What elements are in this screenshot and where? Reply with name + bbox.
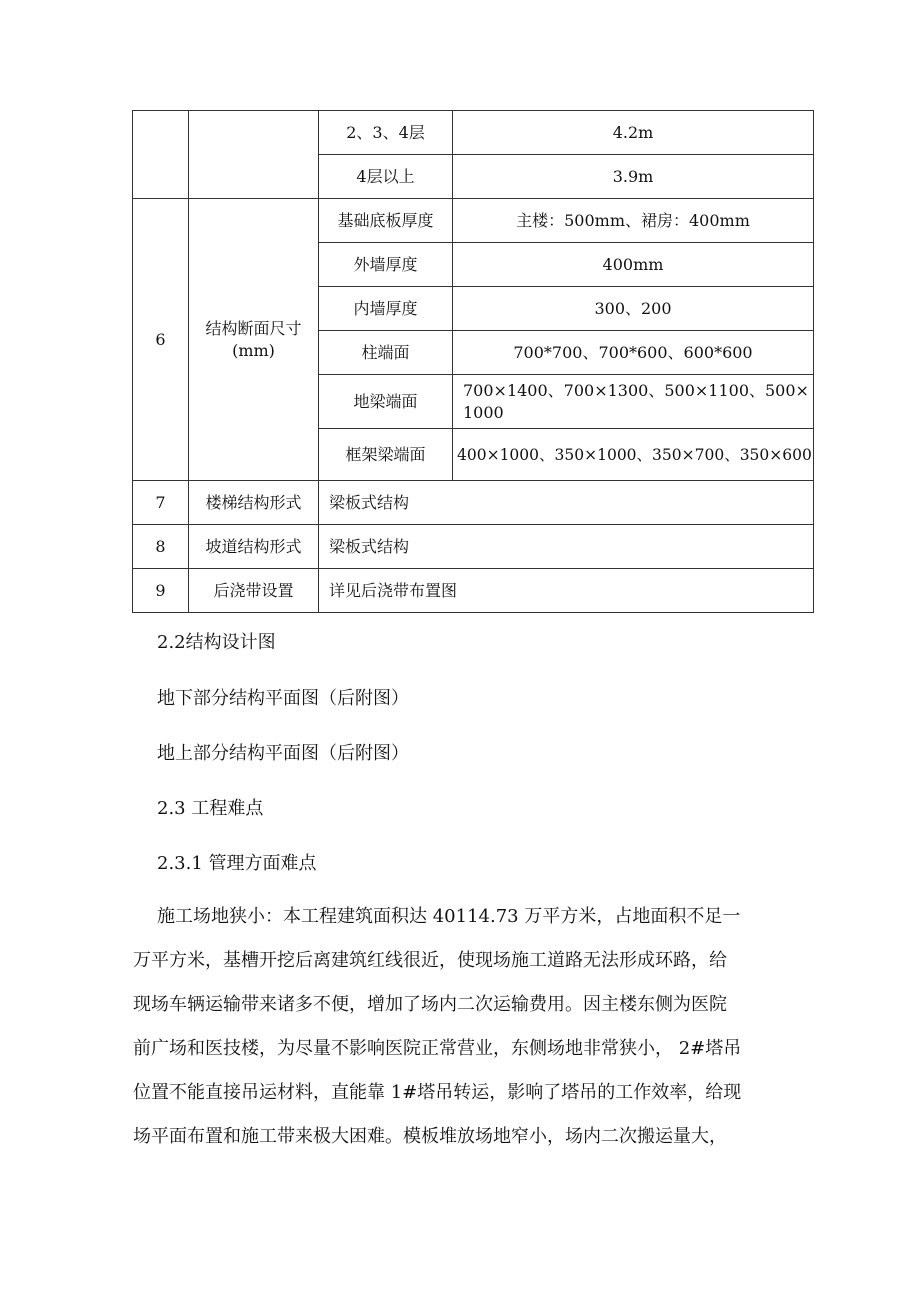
cell-value-line1: 700×1400、700×1300、500×1100、500× [463, 380, 809, 400]
section-heading-2-3: 2.3 工程难点 [157, 798, 264, 819]
cell-name-line2: (mm) [232, 340, 275, 360]
cell-no: 7 [133, 481, 189, 525]
cell-value: 4.2m [453, 111, 814, 155]
aboveground-plan-note: 地上部分结构平面图（后附图） [157, 743, 409, 764]
cell-value: 详见后浇带布置图 [319, 569, 814, 613]
cell-no: 9 [133, 569, 189, 613]
cell-value: 400×1000、350×1000、350×700、350×600 [453, 429, 814, 481]
structure-spec-table [132, 110, 814, 613]
paragraph-line: 万平方米，基槽开挖后离建筑红线很近，使现场施工道路无法形成环路，给 [133, 950, 727, 971]
paragraph-line: 现场车辆运输带来诸多不便，增加了场内二次运输费用。因主楼东侧为医院 [133, 994, 727, 1015]
table-row [133, 111, 814, 155]
cell-value: 梁板式结构 [319, 525, 814, 569]
cell-value: 300、200 [453, 287, 814, 331]
cell-name [189, 199, 319, 481]
cell-no: 6 [133, 199, 189, 481]
section-heading-2-3-1: 2.3.1 管理方面难点 [157, 853, 317, 874]
paragraph-line: 前广场和医技楼，为尽量不影响医院正常营业，东侧场地非常狭小， 2#塔吊 [133, 1038, 742, 1059]
cell-no-empty [133, 111, 189, 199]
section-heading-2-2: 2.2结构设计图 [157, 632, 276, 653]
table-row [133, 525, 814, 569]
table-row [133, 199, 814, 243]
cell-item: 地梁端面 [319, 375, 453, 429]
cell-name: 坡道结构形式 [189, 525, 319, 569]
paragraph-line: 场平面布置和施工带来极大困难。模板堆放场地窄小，场内二次搬运量大， [133, 1126, 727, 1147]
cell-item: 2、3、4层 [319, 111, 453, 155]
cell-value: 400mm [453, 243, 814, 287]
cell-name: 楼梯结构形式 [189, 481, 319, 525]
cell-no: 8 [133, 525, 189, 569]
cell-name-empty [189, 111, 319, 199]
cell-item: 基础底板厚度 [319, 199, 453, 243]
cell-item: 内墙厚度 [319, 287, 453, 331]
cell-item: 外墙厚度 [319, 243, 453, 287]
cell-value: 梁板式结构 [319, 481, 814, 525]
paragraph-line: 位置不能直接吊运材料，直能靠 1#塔吊转运，影响了塔吊的工作效率，给现 [133, 1082, 742, 1103]
table-row [133, 569, 814, 613]
cell-value: 3.9m [453, 155, 814, 199]
cell-item: 框架梁端面 [319, 429, 453, 481]
underground-plan-note: 地下部分结构平面图（后附图） [157, 688, 409, 709]
cell-value: 700*700、700*600、600*600 [453, 331, 814, 375]
cell-name: 后浇带设置 [189, 569, 319, 613]
cell-item: 柱端面 [319, 331, 453, 375]
cell-value: 主楼：500mm、裙房：400mm [453, 199, 814, 243]
difficulty-paragraph [133, 895, 817, 1159]
cell-name-line1: 结构断面尺寸 [205, 318, 302, 338]
table-row [133, 481, 814, 525]
paragraph-line: 施工场地狭小：本工程建筑面积达 40114.73 万平方米，占地面积不足一 [157, 906, 741, 927]
cell-item: 4层以上 [319, 155, 453, 199]
cell-value-line2: 1000 [463, 402, 504, 422]
cell-value [453, 375, 814, 429]
